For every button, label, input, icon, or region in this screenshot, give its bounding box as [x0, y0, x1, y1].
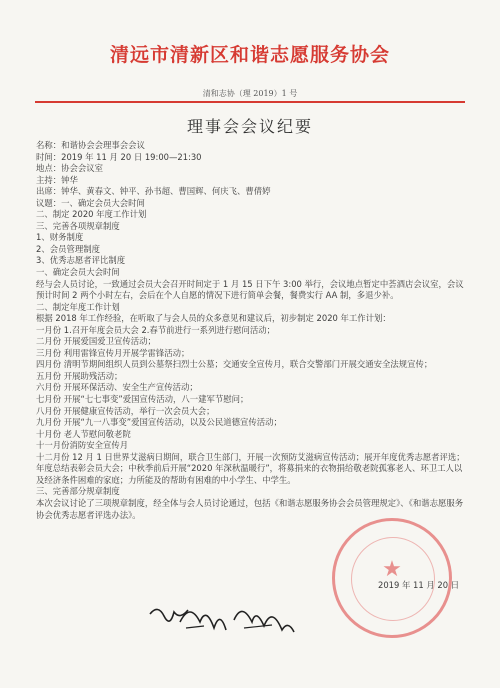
- red-divider-line: [35, 101, 465, 103]
- month-plan-3: 三月份 利用雷锋宣传月开展学雷锋活动；: [36, 347, 190, 358]
- section-2-intro: 根据 2018 年工作经验，在听取了与会人员的众多意见和建议后，初步制定 2020 年工作计划：: [36, 313, 391, 324]
- month-plan-11: 十一月份消防安全宣传月: [36, 440, 129, 451]
- section-1-text: 经与会人员讨论，一致通过会员大会召开时间定于 1 月 15 日下午 3:00 举行，会议地点暂定中荟酒店会议室，会议预计时间 2 两个小时左右，会后在个人自愿的情况下进行简单会餐，餐费实行 AA 制，多退少补。: [36, 278, 464, 301]
- document-body: [36, 140, 468, 521]
- document-title: 理事会会议纪要: [186, 117, 313, 136]
- rule-item-2: 2、会员管理制度: [36, 243, 100, 254]
- month-plan-9: 九月份 开展“九一八事变”爱国宣传活动，以及公民道德宣传活动；: [36, 417, 282, 428]
- section-3-heading: 三、完善部分规章制度: [36, 486, 120, 497]
- section-1-heading: 一、确定会员大会时间: [36, 267, 120, 278]
- agenda-item-1: 议题：一、确定会员大会时间: [36, 197, 145, 208]
- rule-item-1: 1、财务制度: [36, 232, 84, 243]
- month-plan-4: 四月份 清明节期间组织人员到公墓祭扫烈士公墓；交通安全宣传月，联合交警部门开展交通安全法规宣传；: [36, 359, 433, 370]
- month-plan-12: 十二月份 12 月 1 日世界艾滋病日期间，联合卫生部门，开展一次预防艾滋病宣传活动；展开年度优秀志愿者评选；年度总结表彰会员大会；中秋季前后开展“2020 年深秋温暖行”，将募捐来的衣物捐给敬老院孤寡老人、环卫工人以及经济条件困难的家庭；力所能及的帮助有困难的中小学生、中学生。: [36, 451, 465, 485]
- document-number: 清和志协（理 2019）1 号: [202, 89, 298, 98]
- section-3-text: 本次会议讨论了三项规章制度，经全体与会人员讨论通过，包括《和谐志愿服务协会会员管理规定》、《和谐志愿服务协会优秀志愿者评选办法》。: [36, 497, 464, 520]
- section-2-heading: 二、制定年度工作计划: [36, 301, 120, 312]
- month-plan-7: 七月份 开展“七七事变”爱国宣传活动，八一建军节慰问；: [36, 394, 249, 405]
- meeting-host: 主持：钟华: [36, 174, 78, 185]
- handwritten-signature: [146, 594, 306, 638]
- month-plan-8: 八月份 开展健康宣传活动，举行一次会员大会；: [36, 405, 215, 416]
- meeting-name: 名称：和谐协会会理事会会议: [36, 140, 145, 150]
- month-plan-1: 一月份 1.召开年度会员大会 2.春节前进行一系列进行慰问活动；: [36, 324, 276, 335]
- meeting-place: 地点：协会会议室: [36, 163, 103, 174]
- agenda-item-2: 二、制定 2020 年度工作计划: [36, 209, 147, 220]
- month-plan-5: 五月份 开展助残活动；: [36, 370, 123, 381]
- meeting-attendees: 出席：钟华、黄春文、钟平、孙书超、曹国辉、何庆飞、曹倩婷: [36, 186, 271, 197]
- agenda-item-3: 三、完善各项规章制度: [36, 220, 120, 231]
- stamp-date: 2019 年 11 月 20 日: [378, 580, 460, 590]
- month-plan-6: 六月份 开展环保活动、安全生产宣传活动；: [36, 382, 198, 393]
- rule-item-3: 3、优秀志愿者评比制度: [36, 255, 126, 266]
- official-seal: [332, 518, 452, 638]
- month-plan-10: 十月份 老人节慰问敬老院: [36, 428, 131, 439]
- month-plan-2: 二月份 开展爱国爱卫宣传活动；: [36, 336, 156, 347]
- meeting-time: 时间：2019 年 11 月 20 日 19:00—21:30: [36, 151, 202, 162]
- organization-title: 清远市清新区和谐志愿服务协会: [109, 44, 390, 66]
- seal-star-icon: ★: [382, 557, 402, 582]
